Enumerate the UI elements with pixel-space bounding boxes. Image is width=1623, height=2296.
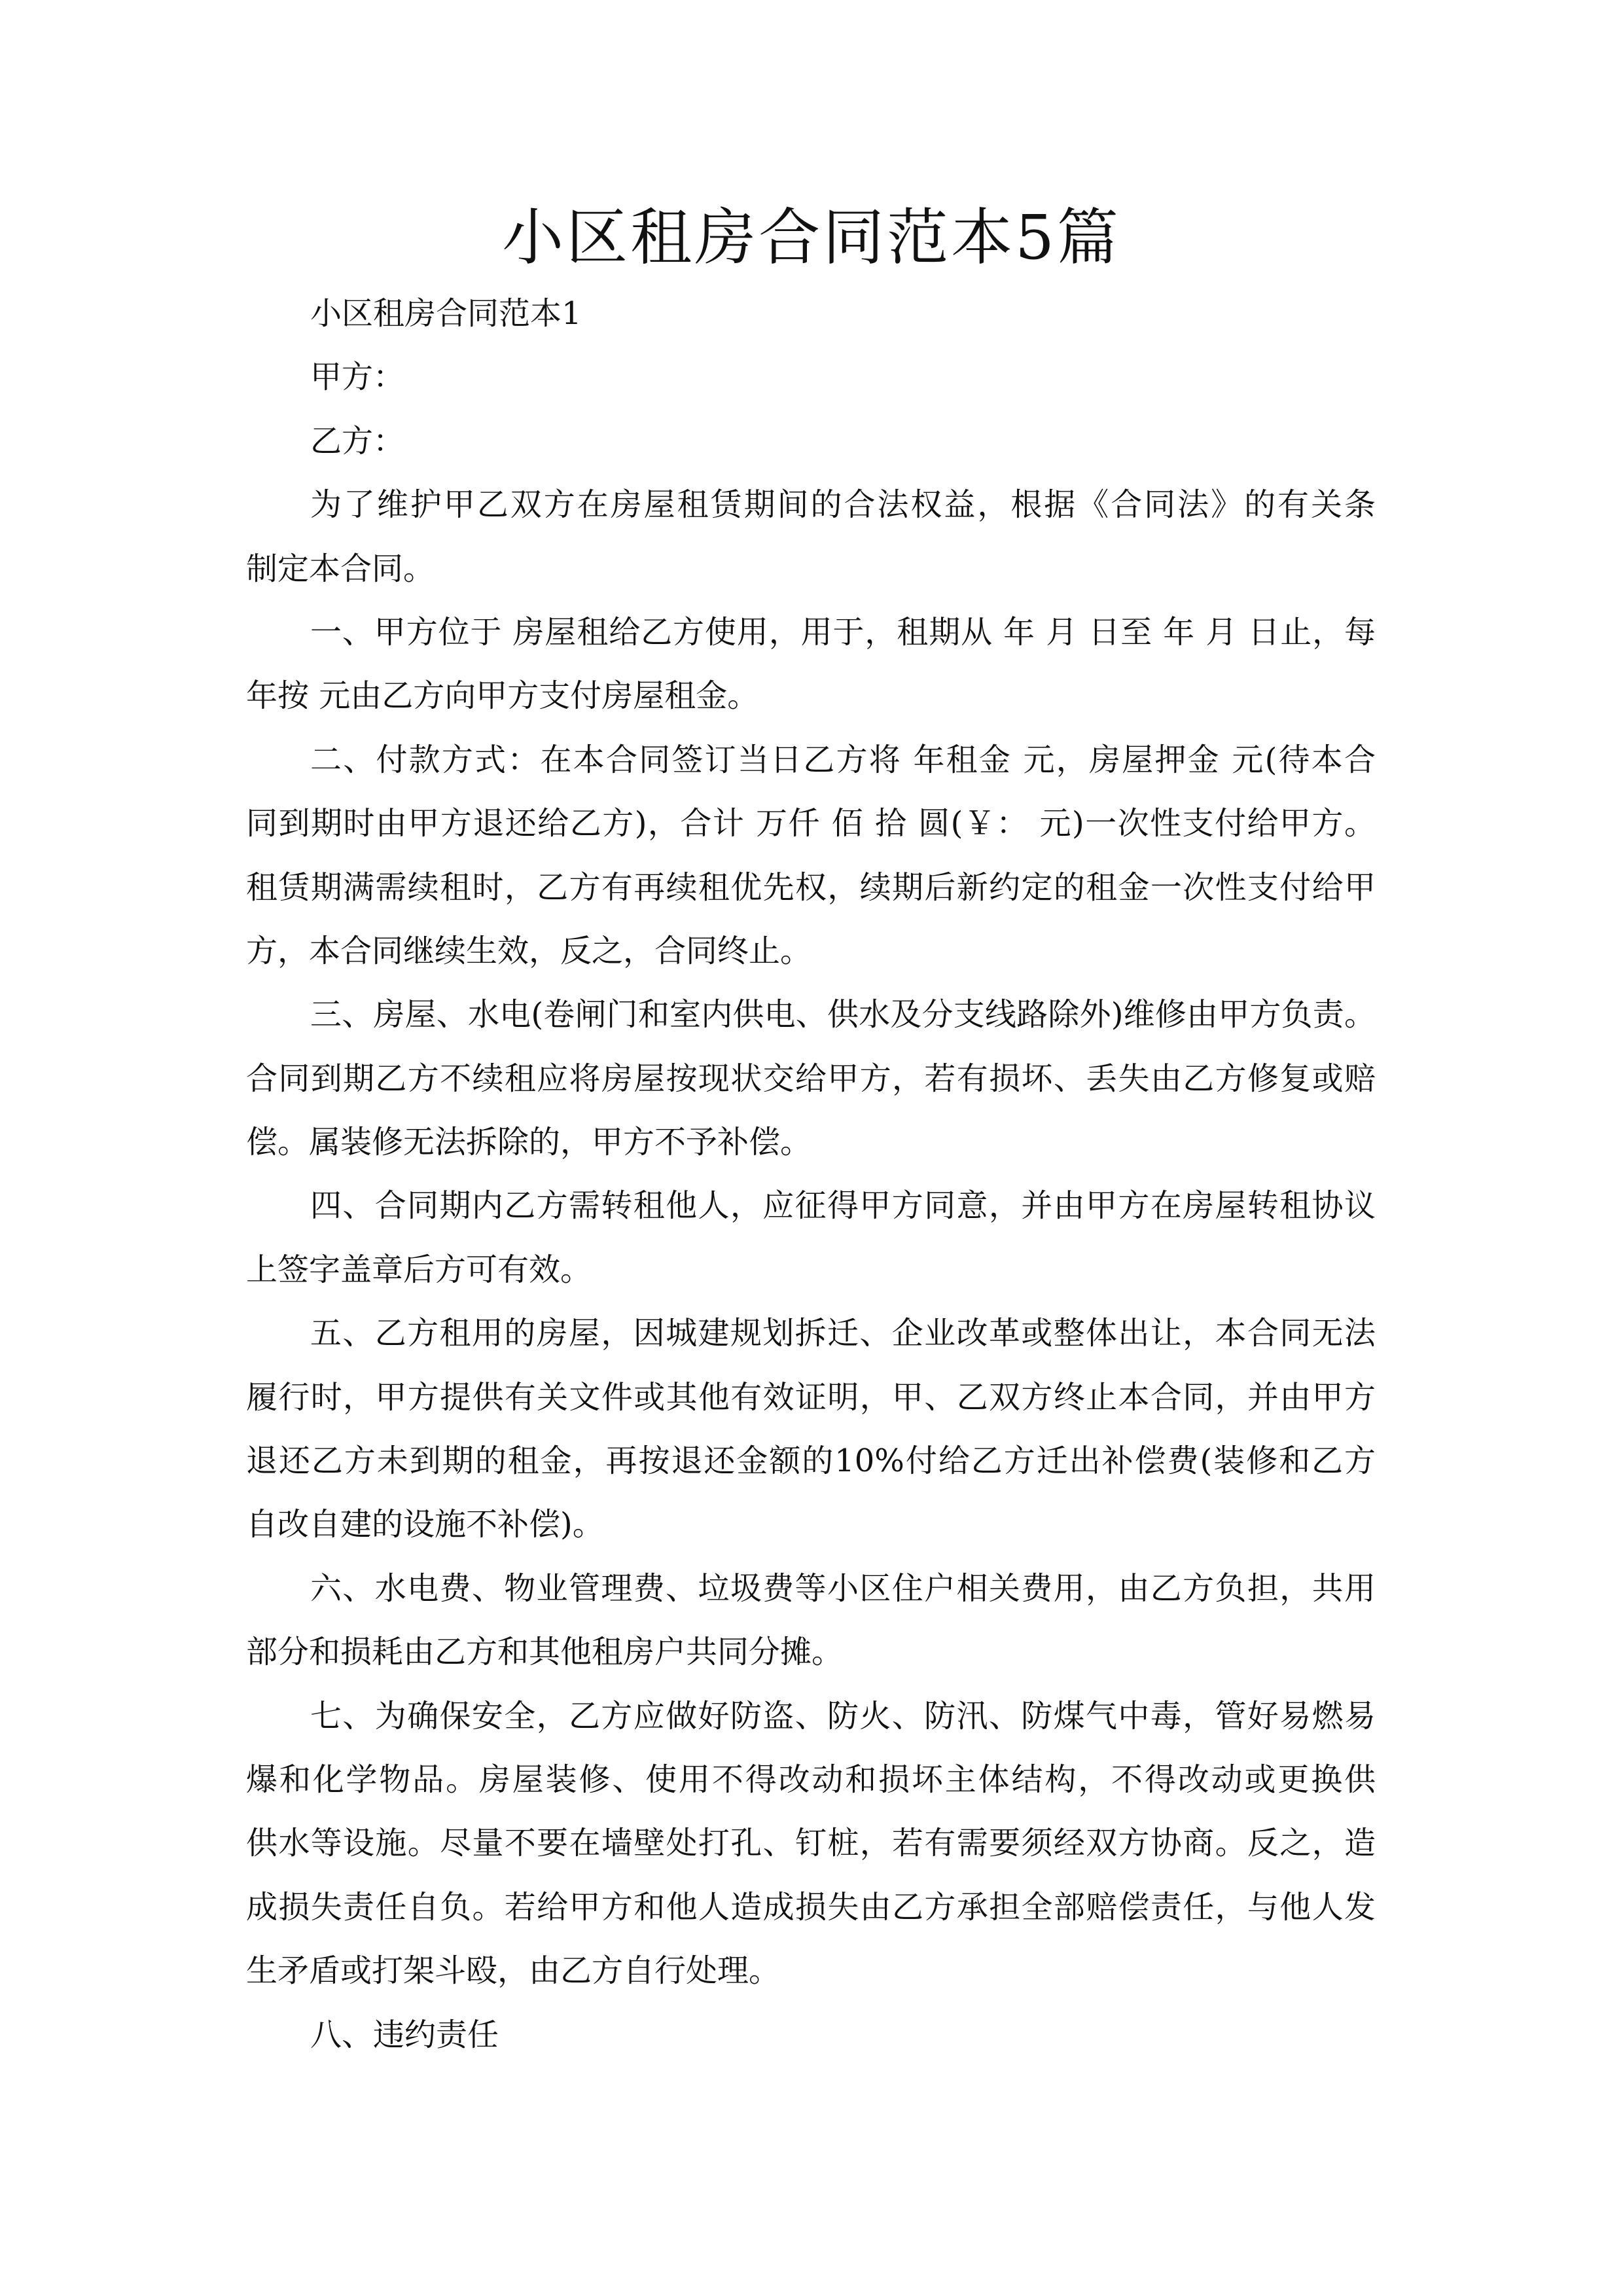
paragraph — [246, 473, 1376, 601]
text-line: 上签字盖章后方可有效。 — [246, 1251, 592, 1288]
text-line: 自改自建的设施不补偿)。 — [246, 1506, 604, 1543]
text-line: 同到期时由甲方退还给乙方)，合计 万仟 佰 拾 圆(￥： 元)一次性支付给甲方。 — [246, 805, 1376, 842]
text-line: 成损失责任自负。若给甲方和他人造成损失由乙方承担全部赔偿责任，与他人发 — [246, 1888, 1376, 1926]
paragraph — [246, 1174, 1376, 1302]
paragraph — [246, 601, 1376, 728]
paragraph — [246, 1302, 1376, 1557]
text-line: 租赁期满需续租时，乙方有再续租优先权，续期后新约定的租金一次性支付给甲 — [246, 869, 1376, 906]
text-line: 爆和化学物品。房屋装修、使用不得改动和损坏主体结构，不得改动或更换供 — [246, 1761, 1376, 1798]
text-line: 履行时，甲方提供有关文件或其他有效证明，甲、乙双方终止本合同，并由甲方 — [246, 1378, 1376, 1416]
text-line: 方，本合同继续生效，反之，合同终止。 — [246, 932, 812, 969]
text-line: 七、为确保安全，乙方应做好防盗、防火、防汛、防煤气中毒，管好易燃易 — [310, 1697, 1376, 1734]
text-line: 四、合同期内乙方需转租他人，应征得甲方同意，并由甲方在房屋转租协议 — [310, 1187, 1376, 1225]
text-line: 乙方： — [310, 422, 405, 459]
text-line: 二、付款方式：在本合同签订当日乙方将 年租金 元，房屋押金 元(待本合 — [310, 741, 1376, 778]
text-line: 三、房屋、水电(卷闸门和室内供电、供水及分支线路除外)维修由甲方负责。 — [310, 996, 1376, 1033]
text-line: 制定本合同。 — [246, 550, 435, 587]
document-body — [246, 282, 1376, 2067]
paragraph — [246, 2003, 1376, 2067]
document-title: 小区租房合同范本5篇 — [502, 202, 1121, 274]
text-line: 偿。属装修无法拆除的，甲方不予补偿。 — [246, 1124, 812, 1161]
text-line: 部分和损耗由乙方和其他租房户共同分摊。 — [246, 1634, 844, 1671]
text-line: 八、违约责任 — [310, 2016, 499, 2053]
text-line: 退还乙方未到期的租金，再按退还金额的10%付给乙方迁出补偿费(装修和乙方 — [246, 1443, 1376, 1480]
paragraph — [246, 410, 1376, 473]
text-line: 甲方： — [310, 359, 405, 396]
text-line: 年按 元由乙方向甲方支付房屋租金。 — [246, 677, 759, 715]
paragraph — [246, 983, 1376, 1174]
text-line: 生矛盾或打架斗殴，由乙方自行处理。 — [246, 1952, 781, 1990]
text-line: 供水等设施。尽量不要在墙壁处打孔、钉桩，若有需要须经双方协商。反之，造 — [246, 1825, 1376, 1862]
text-line: 合同到期乙方不续租应将房屋按现状交给甲方，若有损坏、丢失由乙方修复或赔 — [246, 1060, 1376, 1097]
text-line: 六、水电费、物业管理费、垃圾费等小区住户相关费用，由乙方负担，共用 — [310, 1570, 1376, 1607]
paragraph — [246, 282, 1376, 346]
text-line: 一、甲方位于 房屋租给乙方使用，用于，租期从 年 月 日至 年 月 日止，每 — [310, 613, 1376, 651]
paragraph — [246, 728, 1376, 984]
text-line: 为了维护甲乙双方在房屋租赁期间的合法权益，根据《合同法》的有关条 — [310, 486, 1376, 524]
paragraph — [246, 1557, 1376, 1685]
text-line: 五、乙方租用的房屋，因城建规划拆迁、企业改革或整体出让，本合同无法 — [310, 1315, 1376, 1352]
paragraph — [246, 1685, 1376, 2003]
paragraph — [246, 346, 1376, 409]
text-line: 小区租房合同范本1 — [310, 295, 582, 332]
